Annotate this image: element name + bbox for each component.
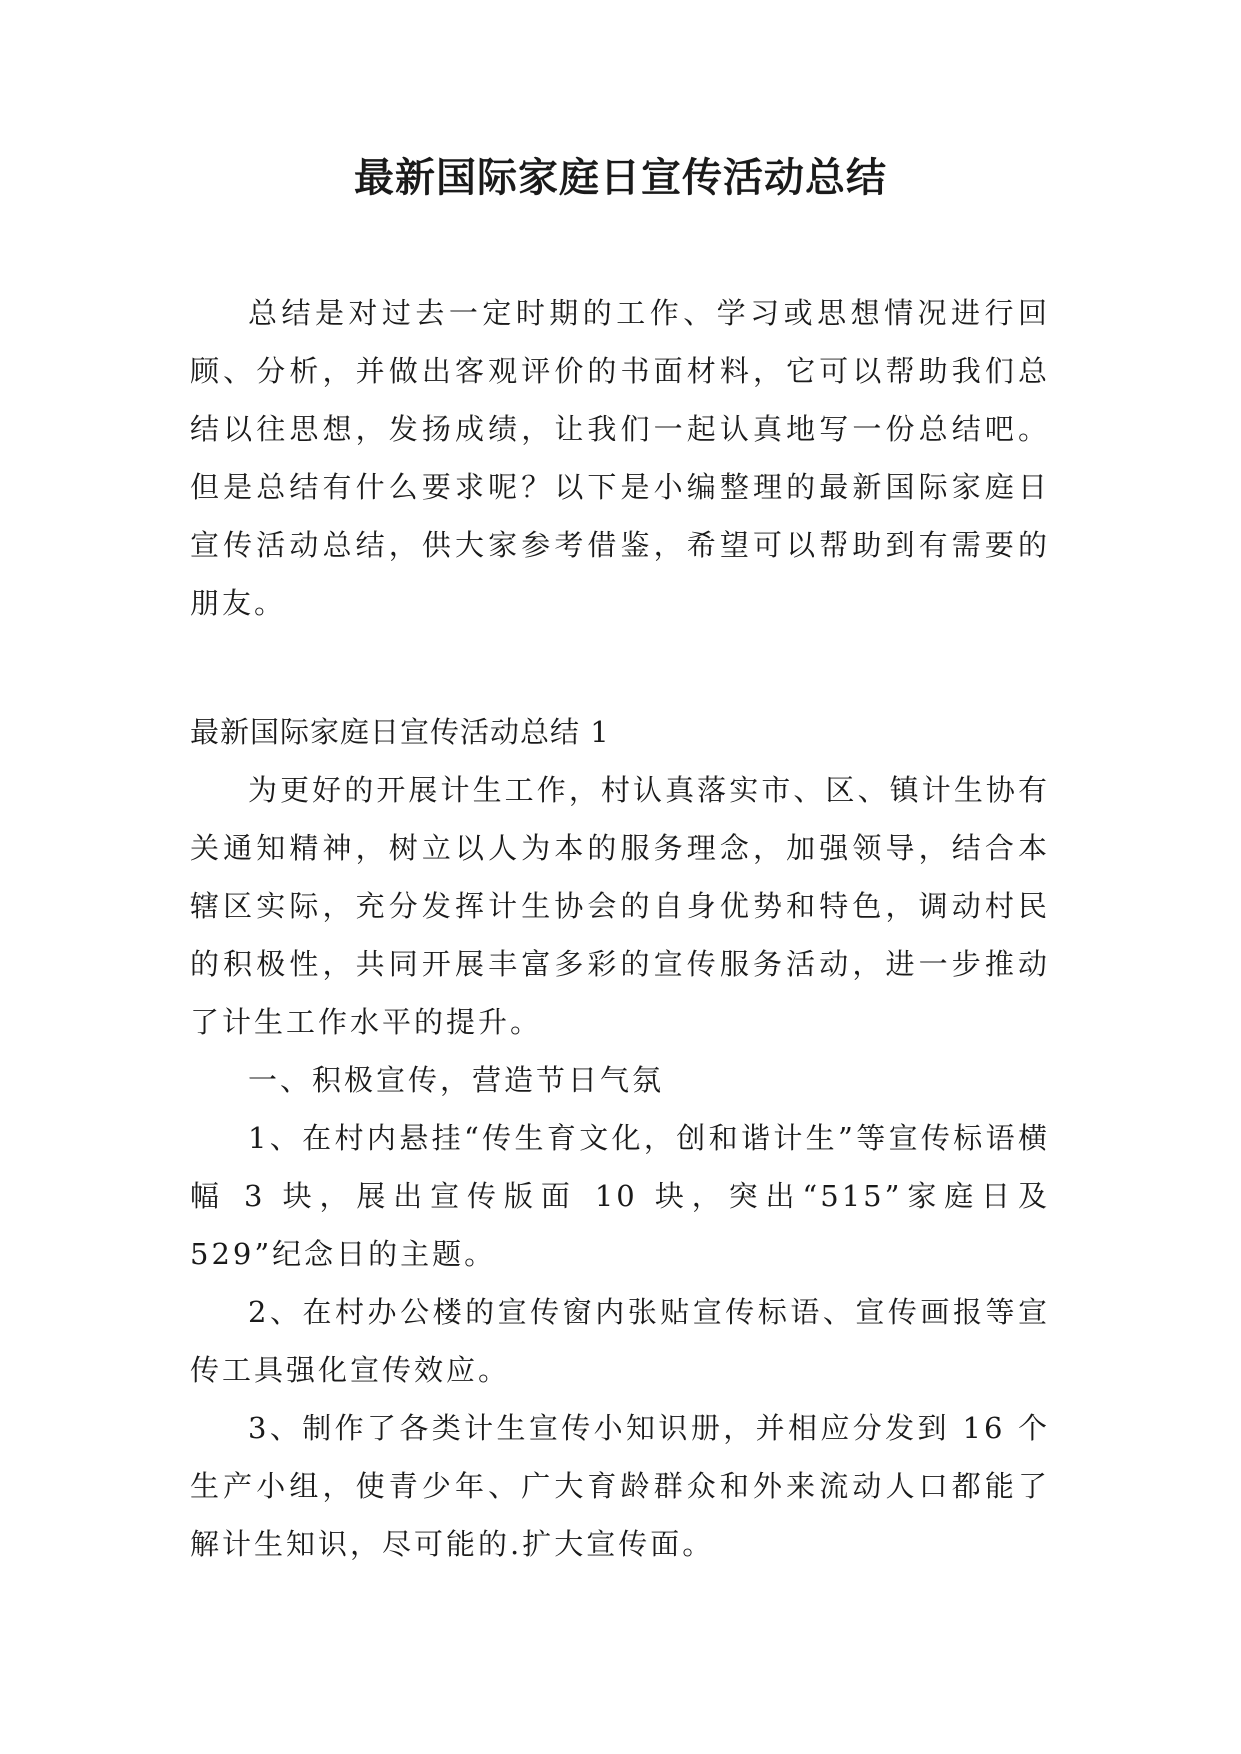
body-paragraph: 为更好的开展计生工作，村认真落实市、区、镇计生协有关通知精神，树立以人为本的服务理念，加强领导，结合本辖区实际，充分发挥计生协会的自身优势和特色，调动村民的积极性，共同开展丰富多彩的宣传服务活动，进一步推动了计生工作水平的提升。 (190, 773, 1050, 1039)
intro-block (190, 284, 1050, 632)
section-heading: 最新国际家庭日宣传活动总结 1 (190, 715, 610, 749)
body-paragraph: 1、在村内悬挂“传生育文化，创和谐计生”等宣传标语横幅 3 块，展出宣传版面 10 块，突出“515”家庭日及 529”纪念日的主题。 (190, 1121, 1050, 1271)
document-title: 最新国际家庭日宣传活动总结 (354, 155, 887, 201)
intro-paragraph: 总结是对过去一定时期的工作、学习或思想情况进行回顾、分析，并做出客观评价的书面材料，它可以帮助我们总结以往思想，发扬成绩，让我们一起认真地写一份总结吧。但是总结有什么要求呢？以下是小编整理的最新国际家庭日宣传活动总结，供大家参考借鉴，希望可以帮助到有需要的朋友。 (190, 296, 1050, 620)
body-paragraph: 3、制作了各类计生宣传小知识册，并相应分发到 16 个生产小组，使青少年、广大育龄群众和外来流动人口都能了解计生知识，尽可能的.扩大宣传面。 (190, 1411, 1050, 1561)
section-1 (190, 703, 1050, 1573)
body-paragraph: 2、在村办公楼的宣传窗内张贴宣传标语、宣传画报等宣传工具强化宣传效应。 (190, 1295, 1050, 1387)
subheading-paragraph: 一、积极宣传，营造节日气氛 (248, 1063, 665, 1097)
